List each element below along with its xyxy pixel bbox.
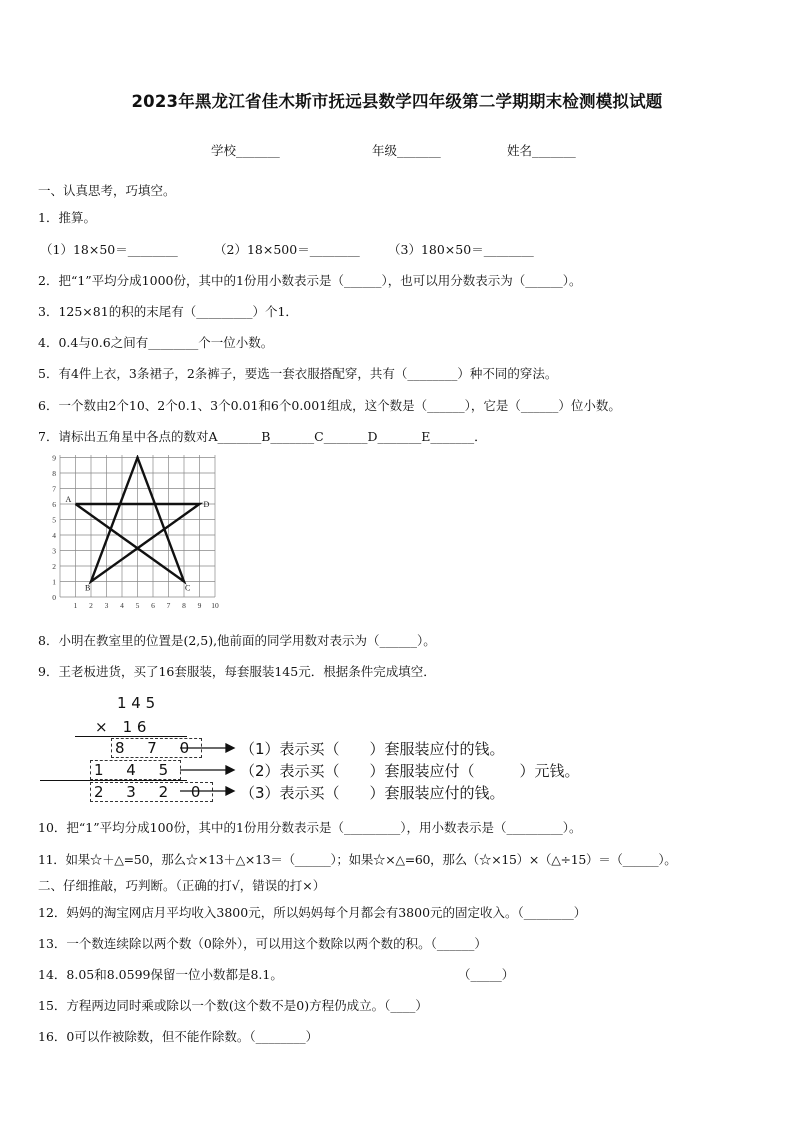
question-9: 9．王老板进货，买了16套服装，每套服装145元．根据条件完成填空． <box>38 664 436 679</box>
question-7: 7．请标出五角星中各点的数对A_______B_______C_______D_______E_______． <box>38 429 487 444</box>
school-field: 学校_______ <box>211 143 280 158</box>
calc-top-number: 1 4 5 <box>117 694 156 712</box>
question-5: 5．有4件上衣，3条裙子，2条裤子，要选一套衣服搭配穿，共有（________）种不同的穿法。 <box>38 366 558 381</box>
question-1c: （3）180×50＝________ <box>388 242 534 257</box>
x-tick-label: 8 <box>182 601 186 610</box>
question-15: 15．方程两边同时乘或除以一个数(这个数不是0)方程仍成立。（____） <box>38 998 428 1013</box>
question-2: 2．把“1”平均分成1000份，其中的1份用小数表示是（______），也可以用分数表示为（______）。 <box>38 273 582 288</box>
arrow-2-head <box>226 766 234 774</box>
calc-rule-1 <box>75 736 187 737</box>
section-2-heading: 二、仔细推敲，巧判断。（正确的打√，错误的打×） <box>38 878 326 893</box>
y-tick-label: 7 <box>52 484 56 494</box>
x-tick-label: 6 <box>151 601 155 610</box>
name-field: 姓名_______ <box>507 143 576 158</box>
page-title: 2023年黑龙江省佳木斯市抚远县数学四年级第二学期期末检测模拟试题 <box>131 92 663 111</box>
y-tick-labels <box>49 455 57 602</box>
calc-note-1: （1）表示买（ ）套服装应付的钱。 <box>240 740 505 758</box>
question-3: 3．125×81的积的末尾有（_________）个1． <box>38 304 298 319</box>
x-tick-label: 2 <box>89 601 93 610</box>
grade-field: 年级_______ <box>372 143 441 158</box>
point-label-c: C <box>185 583 191 593</box>
arrow-3-head <box>226 787 234 795</box>
point-label-a: A <box>65 495 72 504</box>
question-4: 4．0.4与0.6之间有________个一位小数。 <box>38 335 274 350</box>
x-tick-label: 3 <box>104 601 109 610</box>
calc-sum: 2 3 2 0 <box>90 782 213 802</box>
x-tick-label: 4 <box>120 601 124 610</box>
y-tick-label: 6 <box>52 500 56 509</box>
y-tick-label: 3 <box>52 546 56 556</box>
point-label-b: B <box>85 583 91 593</box>
y-tick-label: 0 <box>52 593 56 602</box>
question-14-blank: （_____） <box>458 967 515 982</box>
x-tick-label: 10 <box>211 601 219 610</box>
y-tick-label: 2 <box>52 562 56 571</box>
x-tick-label: 9 <box>197 601 202 610</box>
partial-product-1: 8 7 0 <box>111 738 202 758</box>
calc-note-2: （2）表示买（ ）套服装应付（ ）元钱。 <box>240 762 580 780</box>
x-tick-label: 1 <box>73 601 78 610</box>
partial-product-2: 1 4 5 <box>90 760 181 780</box>
calc-note-3: （3）表示买（ ）套服装应付的钱。 <box>240 784 505 802</box>
point-label-e <box>132 455 137 457</box>
question-11: 11．如果☆＋△=50，那么☆×13＋△×13＝（______）；如果☆×△=60，那么（☆×15）×（△÷15）＝（______）。 <box>38 852 677 867</box>
y-tick-label: 1 <box>52 577 56 587</box>
question-12: 12．妈妈的淘宝网店月平均收入3800元，所以妈妈每个月都会有3800元的固定收入。（________） <box>38 905 587 920</box>
y-tick-label: 8 <box>52 469 56 478</box>
question-1a: （1）18×50＝________ <box>40 242 178 257</box>
y-tick-label: 4 <box>52 531 56 540</box>
calc-rule-2 <box>40 780 187 781</box>
x-tick-labels <box>74 601 219 610</box>
calc-multiplier: × 1 6 <box>95 718 147 736</box>
question-13: 13．一个数连续除以两个数（0除外），可以用这个数除以两个数的积。（______） <box>38 936 487 951</box>
star-grid-figure <box>30 455 240 615</box>
arrows-figure <box>176 738 236 800</box>
question-6: 6．一个数由2个10、2个0.1、3个0.01和6个0.001组成，这个数是（______），它是（______）位小数。 <box>38 398 621 413</box>
question-1b: （2）18×500＝________ <box>214 242 360 257</box>
section-1-heading: 一、认真思考，巧填空。 <box>38 183 176 198</box>
question-14: 14．8.05和8.0599保留一位小数都是8.1。 <box>38 967 283 982</box>
point-label-d: D <box>203 500 210 509</box>
question-1: 1．推算。 <box>38 210 96 225</box>
arrow-1-head <box>226 744 234 752</box>
x-tick-label: 7 <box>166 601 171 610</box>
y-tick-label: 5 <box>52 515 56 525</box>
question-16: 16．0可以作被除数，但不能作除数。（________） <box>38 1029 319 1044</box>
y-tick-label: 9 <box>52 455 56 463</box>
x-tick-label: 5 <box>135 601 140 610</box>
question-8: 8．小明在教室里的位置是(2,5),他前面的同学用数对表示为（______）。 <box>38 633 436 648</box>
grid-lines <box>60 455 215 597</box>
question-10: 10．把“1”平均分成100份，其中的1份用分数表示是（_________），用小数表示是（_________）。 <box>38 820 582 835</box>
